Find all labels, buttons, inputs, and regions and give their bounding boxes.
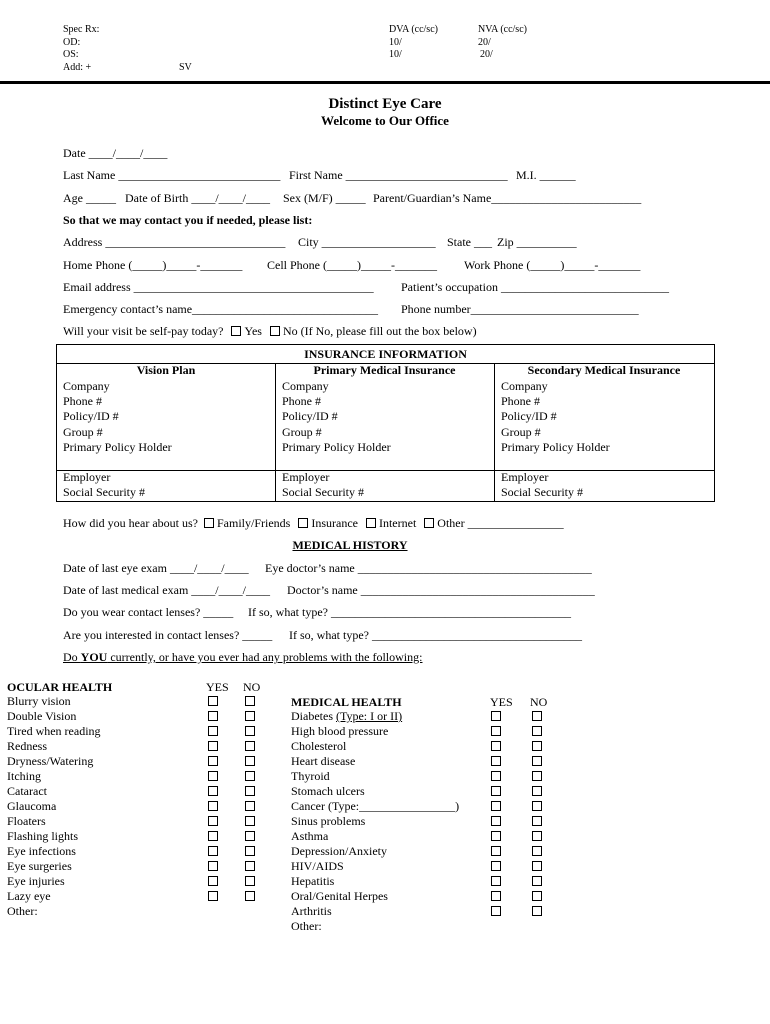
family-friends-checkbox[interactable] [204, 518, 214, 528]
insurance-label: Insurance [311, 516, 358, 530]
ocular-no-checkbox[interactable] [245, 861, 255, 871]
medical-item: Other: [291, 919, 322, 933]
ocular-yes-checkbox[interactable] [208, 876, 218, 886]
primary-policy-field[interactable]: Policy/ID # [282, 409, 338, 423]
first-name-field[interactable]: First Name ___________________________ [289, 168, 508, 182]
medical-item: Sinus problems [291, 814, 366, 828]
vision-policy-holder-field[interactable]: Primary Policy Holder [63, 440, 172, 454]
secondary-employer-field[interactable]: Employer [501, 470, 549, 484]
state-field[interactable]: State ___ [447, 235, 492, 249]
address-field[interactable]: Address ______________________________ [63, 235, 286, 249]
medical-no-checkbox[interactable] [532, 786, 542, 796]
dva-od-value: 10/ [389, 37, 402, 48]
nva-os-value: 20/ [480, 49, 493, 60]
sv-label: SV [179, 62, 192, 73]
secondary-company-field[interactable]: Company [501, 379, 548, 393]
medical-item: Hepatitis [291, 874, 335, 888]
vision-group-field[interactable]: Group # [63, 425, 103, 439]
dva-os-value: 10/ [389, 49, 402, 60]
interested-type-field[interactable]: If so, what type? ___________________________________ [289, 628, 582, 642]
ocular-no-checkbox[interactable] [245, 711, 255, 721]
medical-item: HIV/AIDS [291, 859, 344, 873]
ocular-no-checkbox[interactable] [245, 816, 255, 826]
medical-yes-checkbox[interactable] [491, 846, 501, 856]
insurance-footer-divider [57, 470, 714, 471]
ocular-item: Dryness/Watering [7, 754, 94, 768]
ocular-no-checkbox[interactable] [245, 891, 255, 901]
age-field[interactable]: Age _____ [63, 191, 116, 205]
ocular-yes-checkbox[interactable] [208, 831, 218, 841]
problems-prompt-post: currently, or have you ever had any problems with the following: [107, 650, 423, 664]
ocular-item: Blurry vision [7, 694, 71, 708]
medical-yes-checkbox[interactable] [491, 726, 501, 736]
add-label: Add: + [63, 62, 92, 73]
ocular-yes-header: YES [206, 680, 229, 694]
date-field[interactable]: Date ____/____/____ [63, 146, 168, 160]
doctor-field[interactable]: Doctor’s name _______________________________________ [287, 583, 595, 597]
ocular-no-checkbox[interactable] [245, 741, 255, 751]
ocular-no-checkbox[interactable] [245, 696, 255, 706]
emergency-phone-field[interactable]: Phone number____________________________ [401, 302, 639, 316]
last-name-field[interactable]: Last Name ___________________________ [63, 168, 281, 182]
ocular-yes-checkbox[interactable] [208, 846, 218, 856]
medical-no-checkbox[interactable] [532, 891, 542, 901]
work-phone-field[interactable]: Work Phone (_____)_____-_______ [464, 258, 641, 272]
vision-policy-field[interactable]: Policy/ID # [63, 409, 119, 423]
ocular-yes-checkbox[interactable] [208, 891, 218, 901]
ocular-item: Glaucoma [7, 799, 57, 813]
os-label: OS: [63, 49, 79, 60]
insurance-title: INSURANCE INFORMATION [304, 347, 467, 361]
family-friends-label: Family/Friends [216, 516, 291, 530]
ocular-no-checkbox[interactable] [245, 786, 255, 796]
medical-no-checkbox[interactable] [532, 906, 542, 916]
ocular-no-header: NO [243, 680, 261, 694]
ocular-item: Double Vision [7, 709, 77, 723]
ocular-no-checkbox[interactable] [245, 726, 255, 736]
ocular-no-checkbox[interactable] [245, 801, 255, 811]
ocular-item: Cataract [7, 784, 47, 798]
guardian-field[interactable]: Parent/Guardian’s Name_________________________ [373, 191, 642, 205]
occupation-field[interactable]: Patient’s occupation ____________________________ [401, 280, 669, 294]
referral-row [63, 516, 564, 530]
medical-yes-checkbox[interactable] [491, 741, 501, 751]
ocular-item: Other: [7, 904, 38, 918]
secondary-insurance-header: Secondary Medical Insurance [527, 363, 681, 377]
ocular-yes-checkbox[interactable] [208, 801, 218, 811]
medical-yes-checkbox[interactable] [491, 801, 501, 811]
nva-od-value: 20/ [478, 37, 491, 48]
medical-no-checkbox[interactable] [532, 876, 542, 886]
primary-ssn-field[interactable]: Social Security # [282, 485, 364, 499]
ocular-no-checkbox[interactable] [245, 846, 255, 856]
ocular-yes-checkbox[interactable] [208, 771, 218, 781]
self-pay-row [63, 324, 477, 338]
contacts-type-field[interactable]: If so, what type? ________________________________________ [248, 605, 571, 619]
ocular-item: Flashing lights [7, 829, 79, 843]
medical-no-checkbox[interactable] [532, 861, 542, 871]
primary-employer-field[interactable]: Employer [282, 470, 330, 484]
vision-company-field[interactable]: Company [63, 379, 110, 393]
ocular-item: Eye infections [7, 844, 76, 858]
medical-item: Thyroid [291, 769, 330, 783]
vision-ssn-field[interactable]: Social Security # [63, 485, 145, 499]
medical-item: Oral/Genital Herpes [291, 889, 388, 903]
vision-phone-field[interactable]: Phone # [63, 394, 102, 408]
referral-question: How did you hear about us? [63, 516, 198, 530]
ocular-yes-checkbox[interactable] [208, 696, 218, 706]
dob-field[interactable]: Date of Birth ____/____/____ [125, 191, 270, 205]
medical-item: Stomach ulcers [291, 784, 365, 798]
ocular-yes-checkbox[interactable] [208, 741, 218, 751]
self-pay-no-checkbox[interactable] [270, 326, 280, 336]
other-label[interactable]: Other ________________ [437, 516, 564, 530]
ocular-item: Floaters [7, 814, 46, 828]
medical-no-header: NO [530, 695, 548, 709]
emergency-contact-field[interactable]: Emergency contact’s name_______________________________ [63, 302, 379, 316]
self-pay-yes-label: Yes [244, 324, 262, 338]
medical-no-checkbox[interactable] [532, 846, 542, 856]
ocular-no-checkbox[interactable] [245, 831, 255, 841]
diabetes-type: (Type: I or II) [335, 709, 403, 723]
eye-doctor-field[interactable]: Eye doctor’s name _______________________________________ [265, 561, 592, 575]
zip-field[interactable]: Zip __________ [497, 235, 577, 249]
ocular-yes-checkbox[interactable] [208, 711, 218, 721]
medical-yes-checkbox[interactable] [491, 711, 501, 721]
ocular-yes-checkbox[interactable] [208, 756, 218, 766]
medical-yes-checkbox[interactable] [491, 786, 501, 796]
insurance-col-divider [275, 363, 276, 501]
medical-yes-checkbox[interactable] [491, 861, 501, 871]
secondary-phone-field[interactable]: Phone # [501, 394, 540, 408]
ocular-item: Redness [7, 739, 47, 753]
secondary-group-field[interactable]: Group # [501, 425, 541, 439]
primary-group-field[interactable]: Group # [282, 425, 322, 439]
ocular-yes-checkbox[interactable] [208, 786, 218, 796]
spec-rx-label: Spec Rx: [63, 24, 100, 35]
medical-item: High blood pressure [291, 724, 389, 738]
medical-yes-header: YES [490, 695, 513, 709]
contacts-question-field[interactable]: Do you wear contact lenses? _____ [63, 605, 234, 619]
medical-yes-checkbox[interactable] [491, 906, 501, 916]
medical-no-checkbox[interactable] [532, 741, 542, 751]
diabetes-label: Diabetes [291, 709, 336, 723]
vision-plan-header: Vision Plan [136, 363, 196, 377]
contact-heading: So that we may contact you if needed, please list: [63, 213, 313, 227]
medical-health-title: MEDICAL HEALTH [291, 695, 402, 709]
medical-item-diabetes [291, 709, 459, 724]
problems-prompt [63, 650, 422, 664]
city-field[interactable]: City ___________________ [298, 235, 436, 249]
vision-employer-field[interactable]: Employer [63, 470, 111, 484]
self-pay-yes-checkbox[interactable] [231, 326, 241, 336]
problems-prompt-pre: Do [63, 650, 81, 664]
primary-policy-holder-field[interactable]: Primary Policy Holder [282, 440, 391, 454]
medical-history-title: MEDICAL HISTORY [292, 538, 408, 552]
other-checkbox[interactable] [424, 518, 434, 528]
header-divider [0, 81, 770, 84]
insurance-checkbox[interactable] [298, 518, 308, 528]
nva-label: NVA (cc/sc) [478, 24, 527, 35]
medical-yes-checkbox[interactable] [491, 891, 501, 901]
ocular-no-checkbox[interactable] [245, 771, 255, 781]
medical-yes-checkbox[interactable] [491, 876, 501, 886]
ocular-yes-checkbox[interactable] [208, 726, 218, 736]
medical-yes-checkbox[interactable] [491, 816, 501, 826]
medical-item-list [291, 709, 459, 934]
ocular-item-list [7, 694, 101, 919]
internet-checkbox[interactable] [366, 518, 376, 528]
ocular-item: Eye surgeries [7, 859, 72, 873]
email-field[interactable]: Email address ________________________________________ [63, 280, 374, 294]
medical-yes-checkbox[interactable] [491, 831, 501, 841]
medical-item: Heart disease [291, 754, 356, 768]
medical-no-checkbox[interactable] [532, 771, 542, 781]
medical-no-checkbox[interactable] [532, 756, 542, 766]
ocular-item: Tired when reading [7, 724, 101, 738]
page-subtitle: Welcome to Our Office [321, 113, 449, 128]
mi-field[interactable]: M.I. ______ [516, 168, 576, 182]
medical-yes-checkbox[interactable] [491, 771, 501, 781]
secondary-policy-field[interactable]: Policy/ID # [501, 409, 557, 423]
ocular-no-checkbox[interactable] [245, 756, 255, 766]
ocular-item: Eye injuries [7, 874, 65, 888]
cell-phone-field[interactable]: Cell Phone (_____)_____-_______ [267, 258, 437, 272]
ocular-no-checkbox[interactable] [245, 876, 255, 886]
secondary-policy-holder-field[interactable]: Primary Policy Holder [501, 440, 610, 454]
ocular-yes-checkbox[interactable] [208, 861, 218, 871]
last-medical-exam-field[interactable]: Date of last medical exam ____/____/____ [63, 583, 270, 597]
medical-item: Cholesterol [291, 739, 347, 753]
ocular-yes-checkbox[interactable] [208, 816, 218, 826]
interested-contacts-field[interactable]: Are you interested in contact lenses? _____ [63, 628, 273, 642]
medical-yes-checkbox[interactable] [491, 756, 501, 766]
dva-label: DVA (cc/sc) [389, 24, 438, 35]
insurance-table [56, 344, 715, 502]
medical-no-checkbox[interactable] [532, 726, 542, 736]
self-pay-question: Will your visit be self-pay today? [63, 324, 224, 338]
medical-no-checkbox[interactable] [532, 711, 542, 721]
page-title: Distinct Eye Care [328, 96, 442, 112]
medical-no-checkbox[interactable] [532, 816, 542, 826]
medical-no-checkbox[interactable] [532, 831, 542, 841]
primary-phone-field[interactable]: Phone # [282, 394, 321, 408]
medical-item: Cancer (Type:________________) [291, 799, 460, 813]
ocular-item: Lazy eye [7, 889, 51, 903]
insurance-col-divider [494, 363, 495, 501]
ocular-health-title: OCULAR HEALTH [7, 680, 113, 694]
medical-item: Asthma [291, 829, 329, 843]
self-pay-no-label: No (If No, please fill out the box below) [282, 324, 477, 338]
problems-prompt-you: YOU [80, 650, 108, 664]
internet-label: Internet [378, 516, 417, 530]
od-label: OD: [63, 37, 81, 48]
home-phone-field[interactable]: Home Phone (_____)_____-_______ [63, 258, 243, 272]
secondary-ssn-field[interactable]: Social Security # [501, 485, 583, 499]
medical-no-checkbox[interactable] [532, 801, 542, 811]
primary-company-field[interactable]: Company [282, 379, 329, 393]
sex-field[interactable]: Sex (M/F) _____ [283, 191, 366, 205]
last-eye-exam-field[interactable]: Date of last eye exam ____/____/____ [63, 561, 249, 575]
medical-item: Arthritis [291, 904, 332, 918]
primary-insurance-header: Primary Medical Insurance [313, 363, 456, 377]
ocular-item: Itching [7, 769, 41, 783]
medical-item: Depression/Anxiety [291, 844, 387, 858]
